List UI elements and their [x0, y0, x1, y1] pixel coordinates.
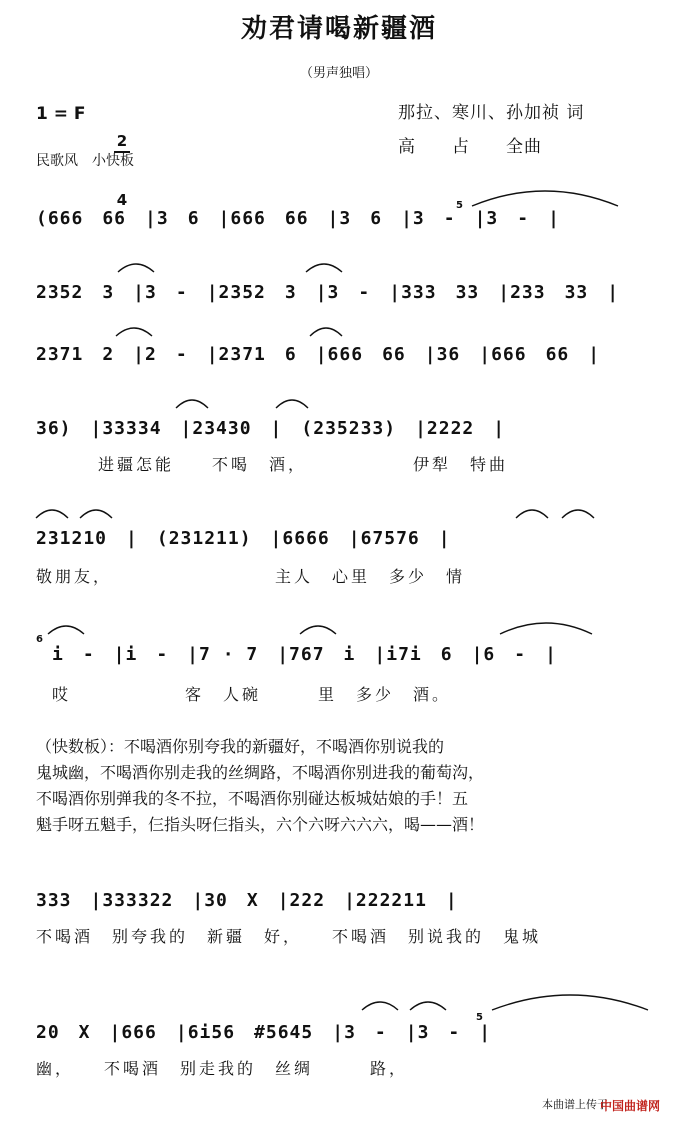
tempo-mark-2: 6 — [36, 634, 43, 645]
slur-arc — [500, 623, 592, 634]
time-denominator: 4 — [116, 191, 128, 209]
slur-arc — [48, 626, 84, 634]
lyricists-credit: 那拉、寒川、孙加祯 词 — [398, 103, 585, 123]
slur-arc — [362, 1002, 398, 1010]
slur-arc — [310, 328, 342, 336]
slur-arc — [306, 264, 342, 272]
slur-arc — [118, 264, 154, 272]
tempo-mark-1: 5 — [456, 200, 463, 211]
slur-arc — [276, 400, 308, 408]
slur-arc — [472, 191, 618, 206]
tempo-marking: 民歌风 小快板 — [36, 153, 134, 169]
slur-arc — [176, 400, 208, 408]
slur-arc — [410, 1002, 446, 1010]
score-line-5-notes: 231210 | (231211) |6666 |67576 | — [36, 528, 451, 549]
score-line-2-notes: 2352 3 |3 - |2352 3 |3 - |333 33 |233 33 | — [36, 282, 620, 303]
slur-arc — [116, 328, 152, 336]
time-numerator: 2 — [114, 132, 130, 153]
slur-arc — [562, 510, 594, 518]
kuaishuban-line: （快数板）：不喝酒你别夸我的新疆好，不喝酒你别说我的 — [36, 737, 445, 756]
score-line-4-lyrics: 进疆怎能 不喝 酒， 伊犁 特曲 — [98, 455, 509, 474]
song-title: 劝君请喝新疆酒 — [240, 14, 437, 44]
slur-arc — [492, 995, 648, 1010]
kuaishuban-line: 不喝酒你别弹我的冬不拉，不喝酒你别碰达板城姑娘的手！五 — [36, 789, 469, 808]
score-line-4-notes: 36) |33334 |23430 | (235233) |2222 | — [36, 418, 506, 439]
score-line-6-lyrics: 哎 客 人碗 里 多少 酒。 — [52, 685, 452, 704]
score-line-6-notes: i - |i - |7 · 7 |767 i |i7i 6 |6 - | — [52, 644, 557, 665]
slur-arc — [516, 510, 548, 518]
score-line-1-notes: (666 66 |3 6 |666 66 |3 6 |3 - |3 - | — [36, 208, 560, 229]
composer-credit: 高 占 全曲 — [398, 137, 542, 157]
score-line-8-lyrics: 幽， 不喝酒 别走我的 丝绸 路， — [36, 1059, 409, 1078]
score-line-5-lyrics: 敬朋友， 主人 心里 多少 情 — [36, 567, 466, 586]
slur-arc — [36, 510, 68, 518]
score-line-7-notes: 333 |333322 |30 X |222 |222211 | — [36, 890, 458, 911]
kuaishuban-line: 鬼城幽，不喝酒你别走我的丝绸路，不喝酒你别进我的葡萄沟， — [36, 763, 485, 782]
slur-arc — [300, 626, 336, 634]
kuaishuban-line: 魁手呀五魁手，仨指头呀仨指头，六个六呀六六六，喝——酒！ — [36, 815, 485, 834]
tempo-mark-3: 5 — [476, 1012, 483, 1023]
song-subtitle: （男声独唱） — [299, 66, 378, 81]
score-line-8-notes: 20 X |666 |6i56 #5645 |3 - |3 - | — [36, 1022, 492, 1043]
score-line-7-lyrics: 不喝酒 别夸我的 新疆 好， 不喝酒 别说我的 鬼城 — [36, 927, 542, 946]
slur-arc — [80, 510, 112, 518]
site-logo[interactable]: 中国曲谱网 — [599, 1099, 660, 1113]
footer-text: 本曲谱上传于 — [542, 1098, 608, 1111]
score-line-3-notes: 2371 2 |2 - |2371 6 |666 66 |36 |666 66 | — [36, 344, 601, 365]
key-signature: 1 = F — [36, 104, 86, 124]
